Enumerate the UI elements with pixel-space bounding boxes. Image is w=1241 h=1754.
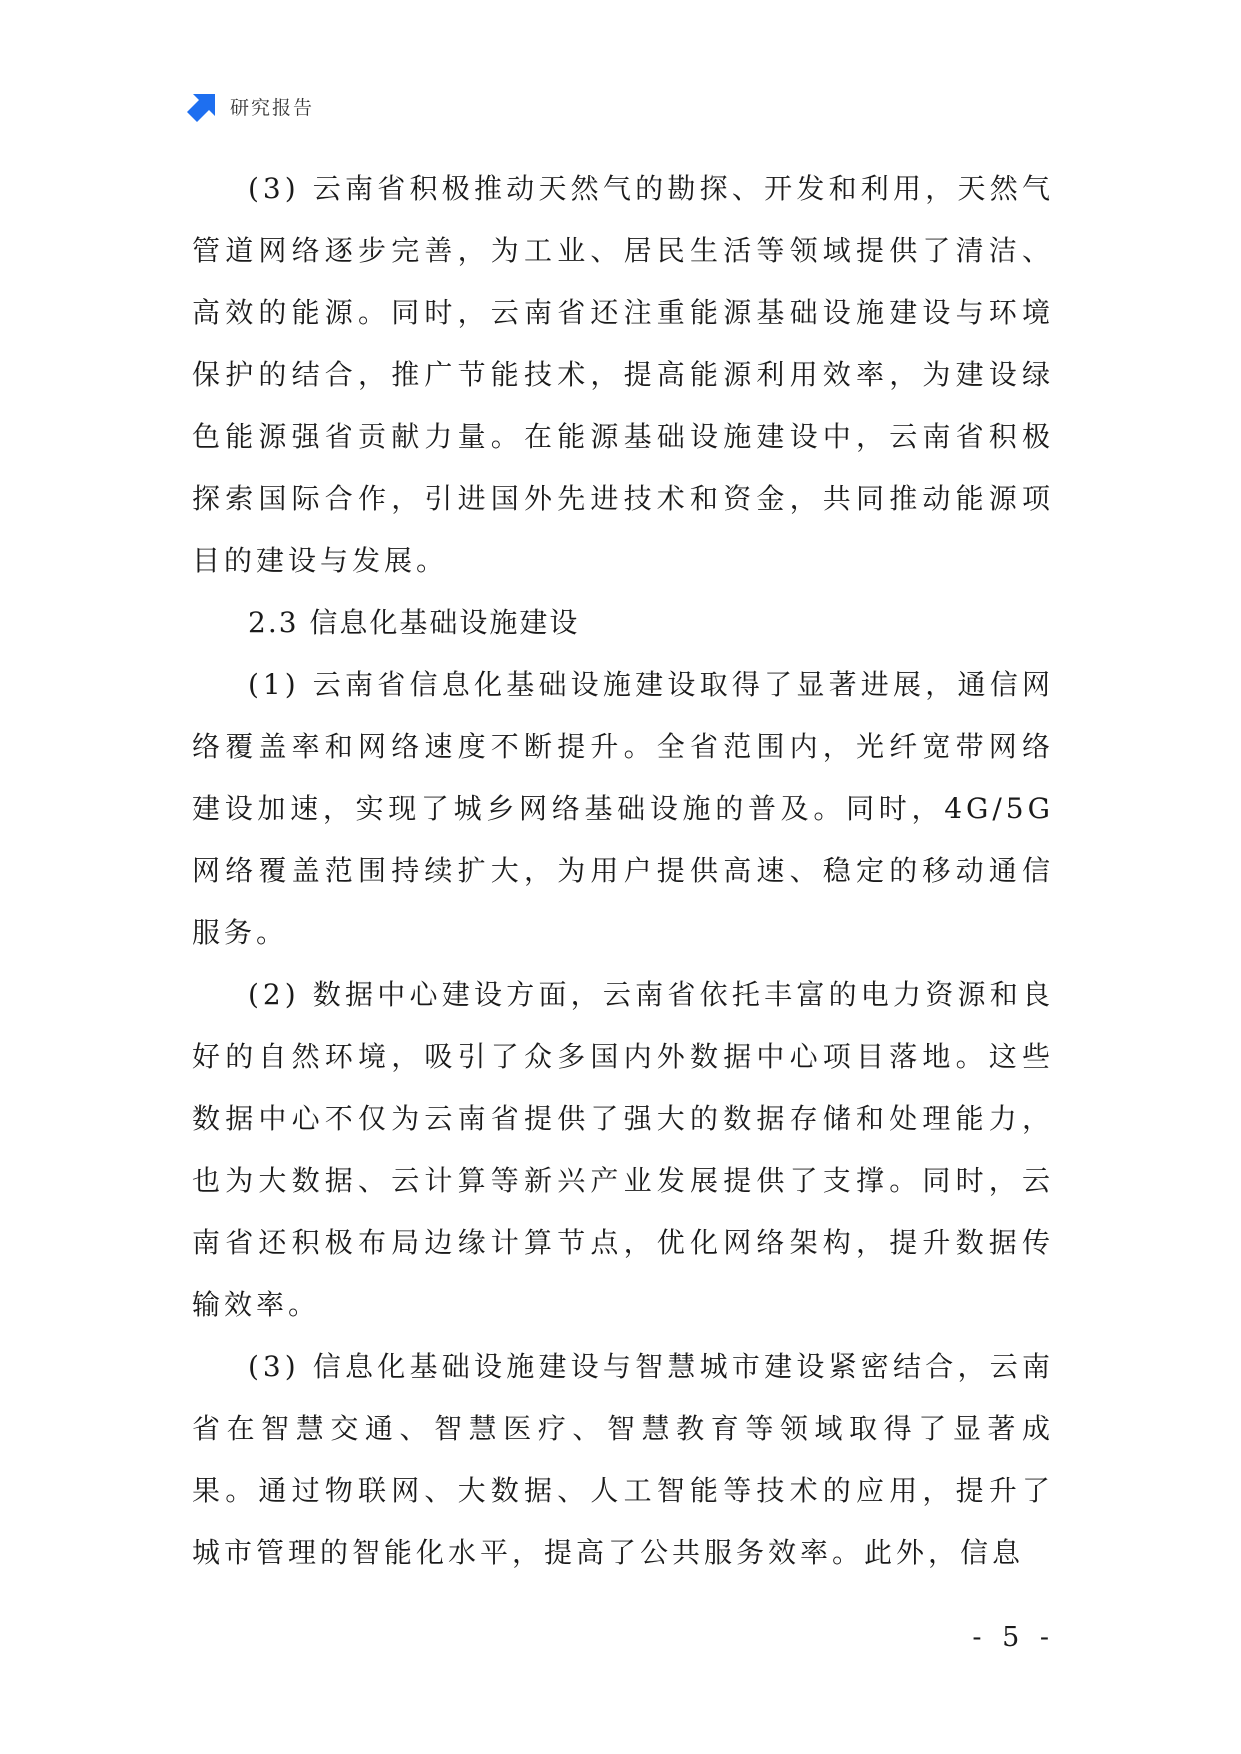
paragraph-data-centers: (2) 数据中心建设方面，云南省依托丰富的电力资源和良好的自然环境，吸引了众多国内外数据中心项目落地。这些数据中心不仅为云南省提供了强大的数据存储和处理能力，也为大数据、云计算等新兴产业发展提供了支撑。同时，云南省还积极布局边缘计算节点，优化网络架构，提升数据传输效率。 (192, 978, 1054, 1321)
section-heading-2-3: 2.3 信息化基础设施建设 (248, 606, 580, 639)
arrow-up-right-icon (186, 89, 220, 123)
paragraph-energy-gas: (3) 云南省积极推动天然气的勘探、开发和利用，天然气管道网络逐步完善，为工业、居民生活等领域提供了清洁、高效的能源。同时，云南省还注重能源基础设施建设与环境保护的结合，推广节能技术，提高能源利用效率，为建设绿色能源强省贡献力量。在能源基础设施建设中，云南省积极探索国际合作，引进国外先进技术和资金，共同推动能源项目的建设与发展。 (192, 172, 1054, 577)
document-body (192, 158, 1054, 1584)
header-title: 研究报告 (230, 96, 315, 119)
report-header (186, 88, 314, 124)
page-number: - 5 - (972, 1622, 1055, 1653)
paragraph-smart-city: (3) 信息化基础设施建设与智慧城市建设紧密结合，云南省在智慧交通、智慧医疗、智慧教育等领域取得了显著成果。通过物联网、大数据、人工智能等技术的应用，提升了城市管理的智能化水平，提高了公共服务效率。此外，信息 (192, 1350, 1054, 1569)
paragraph-network-coverage: (1) 云南省信息化基础设施建设取得了显著进展，通信网络覆盖率和网络速度不断提升。全省范围内，光纤宽带网络建设加速，实现了城乡网络基础设施的普及。同时，4G/5G网络覆盖范围持续扩大，为用户提供高速、稳定的移动通信服务。 (192, 668, 1054, 949)
